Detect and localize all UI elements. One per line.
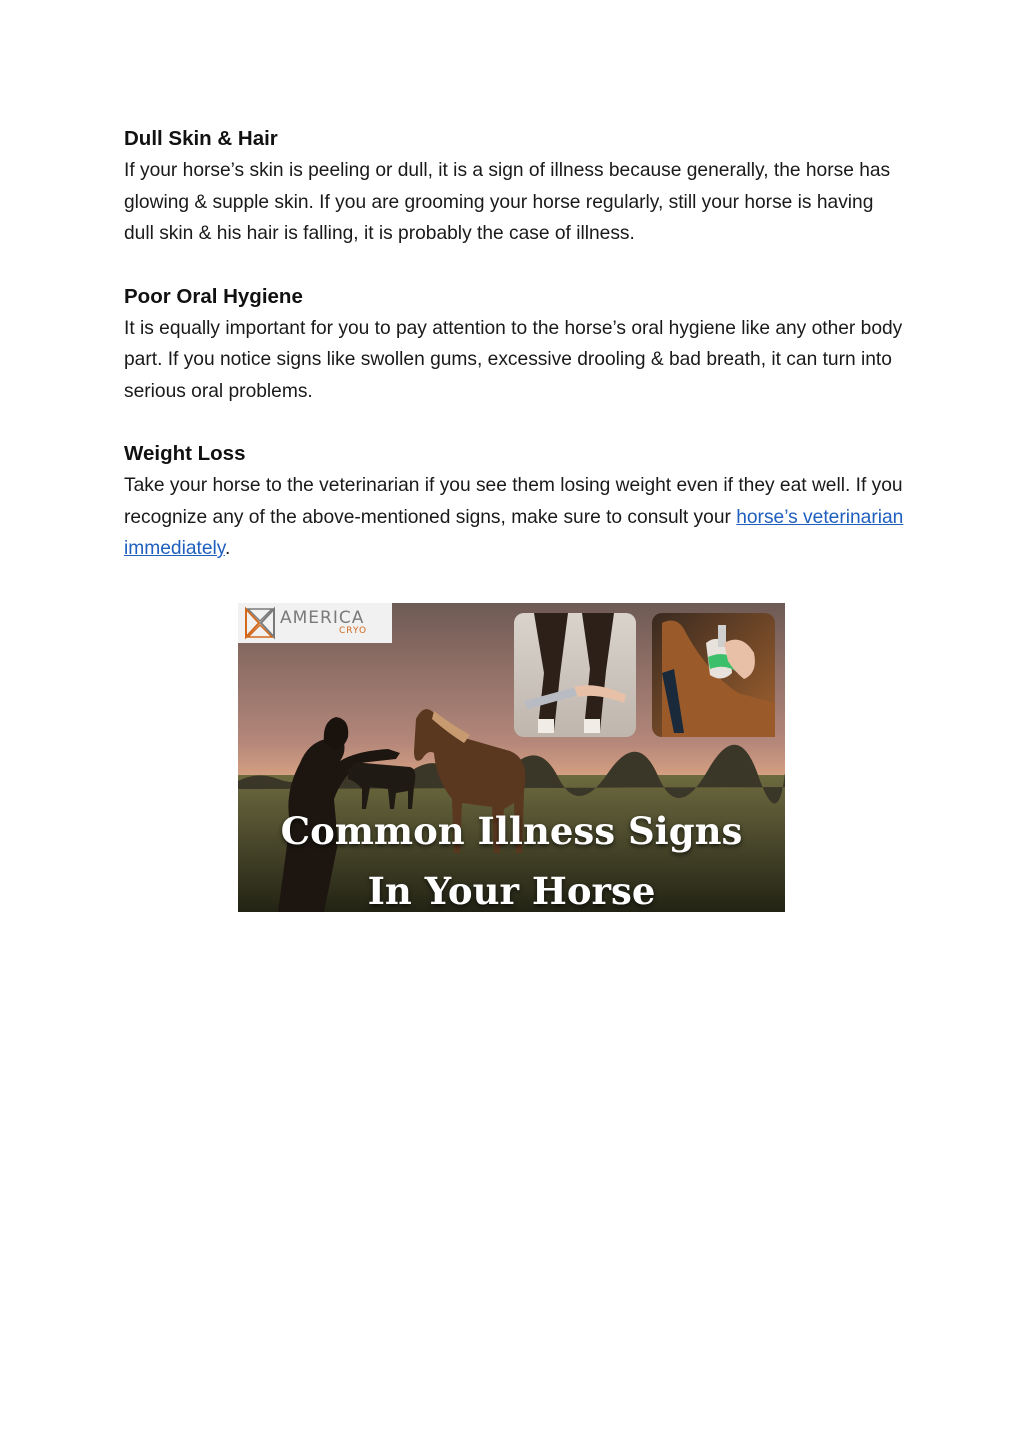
section-heading: Poor Oral Hygiene	[124, 284, 303, 308]
logo-subtitle: CRYO	[339, 626, 368, 636]
banner-title-line2: In Your Horse	[367, 869, 656, 912]
section-heading: Weight Loss	[124, 442, 246, 465]
banner-title-line1: Common Illness Signs	[280, 809, 743, 853]
section-heading: Dull Skin & Hair	[124, 127, 278, 150]
section-body: It is equally important for you to pay attention to the horse’s oral hygiene like any other body part. If you notice signs like swollen gums, excessive drooling & bad breath, it can turn into serious oral problems.	[124, 317, 903, 402]
veterinarian-link[interactable]: horse’s veterinarian immediately	[124, 506, 904, 559]
document-content	[124, 123, 904, 596]
photo-panel-legs	[514, 613, 636, 737]
body-text-end: .	[224, 538, 231, 559]
section-oral-hygiene	[124, 281, 904, 408]
logo-name: AMERICA	[280, 608, 365, 628]
section-dull-skin	[124, 123, 904, 250]
body-text: Take your horse to the veterinarian if you see them losing weight even if they eat well. If you recognize any of the above-mentioned signs, make sure to consult your	[124, 475, 903, 528]
section-weight-loss	[124, 438, 904, 565]
section-body: If your horse’s skin is peeling or dull, it is a sign of illness because generally, the horse has glowing & supple skin. If you are grooming your horse regularly, still your horse is having dull skin & his hair is falling, it is probably the case of illness.	[124, 160, 891, 244]
banner-image	[238, 603, 785, 912]
banner-title	[238, 801, 785, 912]
section-body	[124, 470, 904, 565]
